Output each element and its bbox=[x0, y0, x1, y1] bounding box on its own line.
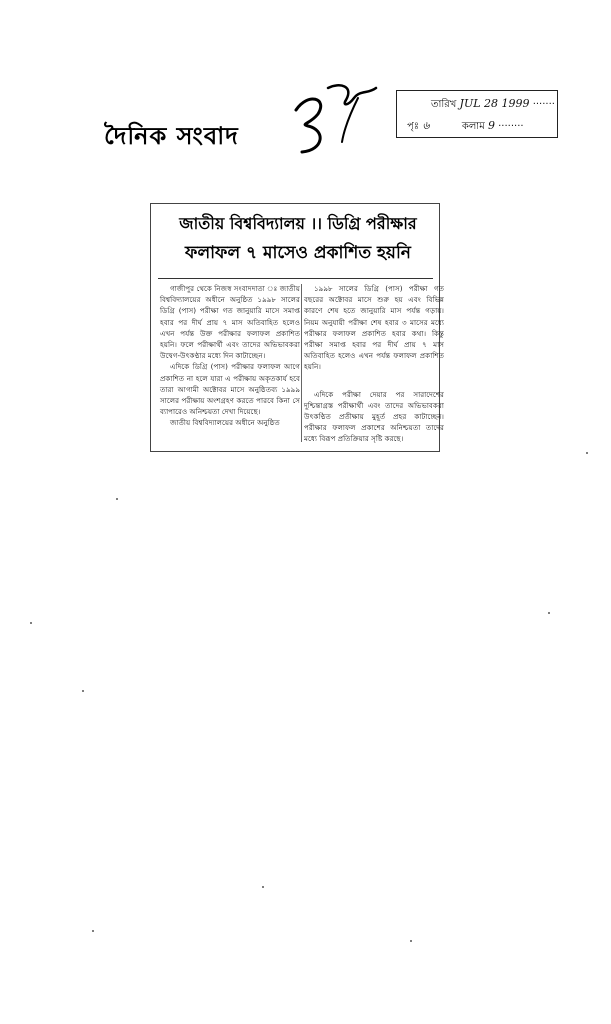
date-dots: ······· bbox=[532, 99, 555, 110]
column-left-paragraph-2: এদিকে ডিগ্রি (পাস) পরীক্ষার ফলাফল আগে প্রকাশিত না হলে যারা এ পরীক্ষায় অকৃতকার্য হবে তারা আগামী অক্টোবর মাসে অনুষ্ঠিতব্য ১৯৯৯ সালের পরীক্ষায় অংশগ্রহণ করতে পারবে কিনা সে ব্যাপারেও অনিশ্চয়তা দেখা দিয়েছে। bbox=[160, 362, 300, 417]
scan-speck bbox=[262, 886, 264, 888]
column-left-paragraph-1: গাজীপুর থেকে নিজস্ব সংবাদদাতা ঃ জাতীয় বিশ্ববিদ্যালয়ের অধীনে অনুষ্ঠিত ১৯৯৮ সালের ডিগ্রি (পাস) পরীক্ষা গত জানুয়ারি মাসে সমাপ্ত হবার পর দীর্ঘ প্রায় ৭ মাস অতিবাহিত হলেও এখন পর্যন্ত উক্ত পরীক্ষার ফলাফল প্রকাশিত হয়নি। ফলে পরীক্ষার্থী এবং তাদের অভিভাবকরা উদ্বেগ-উৎকণ্ঠার মধ্যে দিন কাটাচ্ছেন। bbox=[160, 284, 300, 361]
scan-speck bbox=[116, 498, 118, 500]
headline-line-2: ফলাফল ৭ মাসেও প্রকাশিত হয়নি bbox=[185, 243, 411, 263]
page-label: পৃঃ bbox=[407, 121, 420, 132]
column-left-paragraph-3: জাতীয় বিশ্ববিদ্যালয়ের অধীনে অনুষ্ঠিত bbox=[170, 418, 280, 428]
scan-speck bbox=[410, 940, 412, 942]
scan-speck bbox=[548, 612, 550, 614]
column-dots: ········ bbox=[498, 121, 524, 132]
column-right-paragraph-1: ১৯৯৮ সালের ডিগ্রি (পাস) পরীক্ষা গত বছরের অক্টোবর মাসে শুরু হয় এবং বিভিন্ন কারণে শেষ হতে জানুয়ারি মাস পর্যন্ত গড়ায়। নিয়ম অনুযায়ী পরীক্ষা শেষ হবার ৩ মাসের মধ্যে পরীক্ষার ফলাফল প্রকাশিত হবার কথা। কিন্তু পরীক্ষা সমাপ্ত হবার পর দীর্ঘ প্রায় ৭ মাস অতিবাহিত হলেও এখন পর্যন্ত ফলাফল প্রকাশিত হয়নি। bbox=[304, 284, 444, 372]
scan-speck bbox=[92, 930, 94, 932]
newspaper-masthead: দৈনিক সংবাদ bbox=[104, 122, 239, 150]
handwritten-mark bbox=[288, 80, 383, 160]
date-value: JUL 28 1999 bbox=[459, 97, 530, 110]
scan-speck bbox=[30, 622, 32, 624]
article-column-left bbox=[160, 283, 300, 429]
column-right-paragraph-2: এদিকে পরীক্ষা দেয়ার পর সারাদেশের দুশ্চিন্তাগ্রস্ত পরীক্ষার্থী এবং তাদের অভিভাবকরা উৎকণ্ঠিত প্রতীক্ষায় মুহূর্ত প্রহর কাটাচ্ছেন। পরীক্ষার ফলাফল প্রকাশের অনিশ্চয়তা তাদের মধ্যে বিরূপ প্রতিক্রিয়ার সৃষ্টি করছে। bbox=[304, 389, 444, 444]
scan-speck bbox=[586, 452, 588, 454]
column-value: 9 bbox=[487, 119, 495, 132]
column-divider bbox=[301, 284, 302, 442]
headline-rule bbox=[158, 278, 433, 279]
scan-speck bbox=[82, 690, 84, 692]
column-label: কলাম bbox=[461, 121, 485, 132]
article-column-right bbox=[304, 283, 444, 445]
page-value: ৬ bbox=[422, 119, 430, 132]
date-stamp-box bbox=[396, 90, 558, 138]
date-label: তারিখ bbox=[431, 99, 457, 110]
headline-line-1: জাতীয় বিশ্ববিদ্যালয় ।। ডিগ্রি পরীক্ষার bbox=[179, 214, 417, 233]
